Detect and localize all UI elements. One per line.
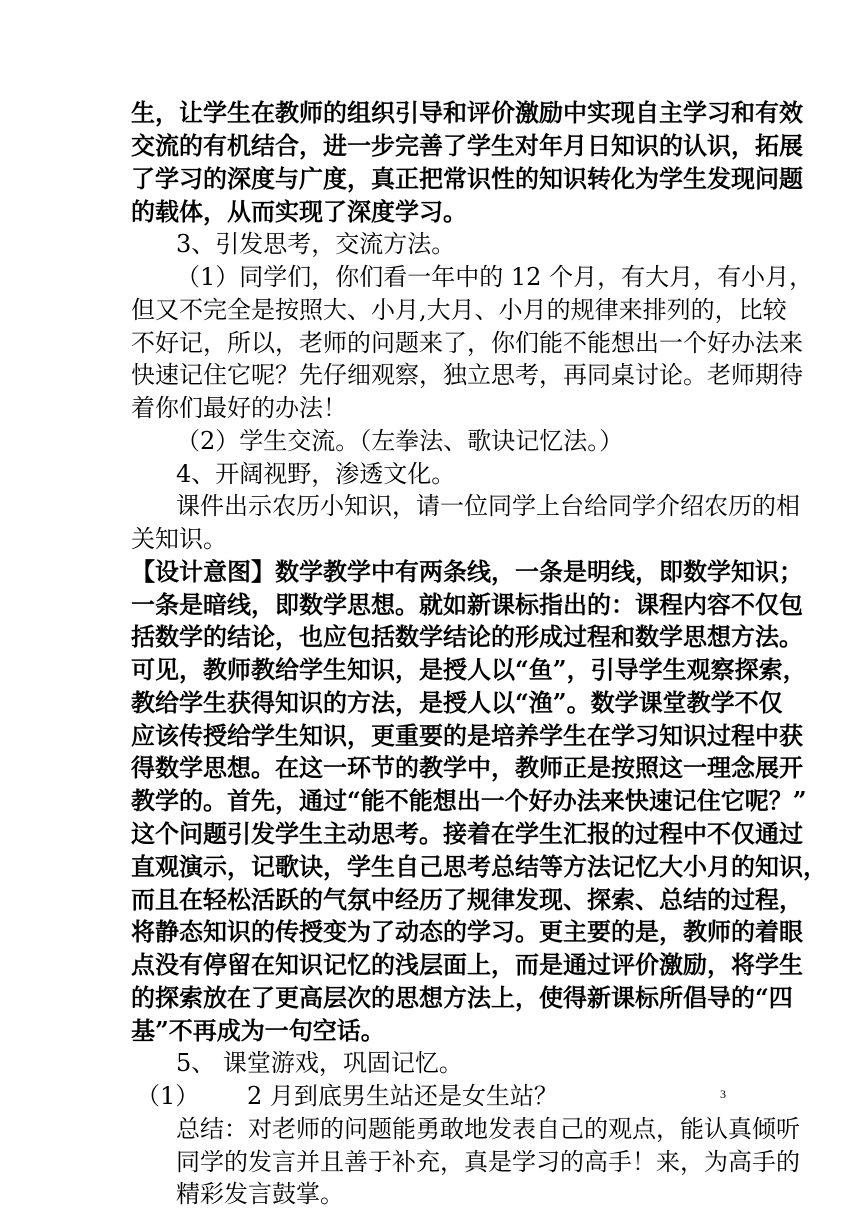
paragraph-line: 直观演示，记歌诀，学生自己思考总结等方法记忆大小月的知识， <box>131 852 827 881</box>
section-heading: 3、引发思考，交流方法。 <box>176 230 456 258</box>
paragraph-line: 点没有停留在知识记忆的浅层面上，而是通过评价激励，将学生 <box>131 950 803 979</box>
paragraph-line: 教学的。首先，通过“能不能想出一个好办法来快速记住它呢？” <box>131 786 807 815</box>
paragraph-line: 课件出示农历小知识，请一位同学上台给同学介绍农历的相 <box>176 492 800 520</box>
paragraph-line: 一条是暗线，即数学思想。就如新课标指出的：课程内容不仅包 <box>131 590 803 619</box>
paragraph-line: 着你们最好的办法！ <box>131 394 347 422</box>
section-heading: 5、 课堂游戏，巩固记忆。 <box>176 1049 463 1077</box>
paragraph-line: 快速记住它呢？先仔细观察，独立思考，再同桌讨论。老师期待 <box>131 361 803 389</box>
list-number: （1） <box>136 1082 200 1110</box>
paragraph-line: 应该传授给学生知识，更重要的是培养学生在学习知识过程中获 <box>131 721 803 750</box>
paragraph-line: 括数学的结论，也应包括数学结论的形成过程和数学思想方法。 <box>131 622 803 651</box>
paragraph-line: 精彩发言鼓掌。 <box>176 1180 344 1208</box>
paragraph-line: 但又不完全是按照大、小月,大月、小月的规律来排列的，比较 <box>131 296 787 324</box>
paragraph-line: （2）学生交流。（左拳法、歌诀记忆法。） <box>176 427 624 455</box>
paragraph-line: 这个问题引发学生主动思考。接着在学生汇报的过程中不仅通过 <box>131 819 803 848</box>
paragraph-line: 而且在轻松活跃的气氛中经历了规律发现、探索、总结的过程， <box>131 885 803 914</box>
paragraph-line: 了学习的深度与广度，真正把常识性的知识转化为学生发现问题 <box>131 164 803 193</box>
paragraph-line: 的探索放在了更高层次的思想方法上，使得新课标所倡导的“四 <box>131 983 793 1012</box>
paragraph-line: 不好记，所以，老师的问题来了，你们能不能想出一个好办法来 <box>131 329 803 357</box>
section-heading: 4、开阔视野，渗透文化。 <box>176 460 456 488</box>
list-item: 2 月到底男生站还是女生站？ <box>247 1082 558 1110</box>
paragraph-line: 交流的有机结合，进一步完善了学生对年月日知识的认识，拓展 <box>131 131 803 160</box>
paragraph-line: 同学的发言并且善于补充，真是学习的高手！来，为高手的 <box>176 1148 800 1176</box>
paragraph-line: 基”不再成为一句空话。 <box>131 1016 385 1045</box>
paragraph-line: 生，让学生在教师的组织引导和评价激励中实现自主学习和有效 <box>131 98 803 127</box>
paragraph-line: 的载体，从而实现了深度学习。 <box>131 197 467 226</box>
paragraph-line: 总结：对老师的问题能勇敢地发表自己的观点，能认真倾听 <box>176 1115 800 1143</box>
paragraph-line: 得数学思想。在这一环节的教学中，教师正是按照这一理念展开 <box>131 753 803 782</box>
paragraph-line: 关知识。 <box>131 525 227 553</box>
paragraph-line: 教给学生获得知识的方法，是授人以“渔”。数学课堂教学不仅 <box>131 688 783 717</box>
page-number: 3 <box>720 1087 726 1101</box>
paragraph-line: 可见，教师教给学生知识，是授人以“鱼”，引导学生观察探索， <box>131 655 807 684</box>
paragraph-line: 将静态知识的传授变为了动态的学习。更主要的是，教师的着眼 <box>131 917 803 946</box>
design-intent-heading: 【设计意图】数学教学中有两条线，一条是明线，即数学知识； <box>131 557 803 586</box>
paragraph-line: （1）同学们，你们看一年中的 12 个月，有大月，有小月， <box>176 263 814 291</box>
